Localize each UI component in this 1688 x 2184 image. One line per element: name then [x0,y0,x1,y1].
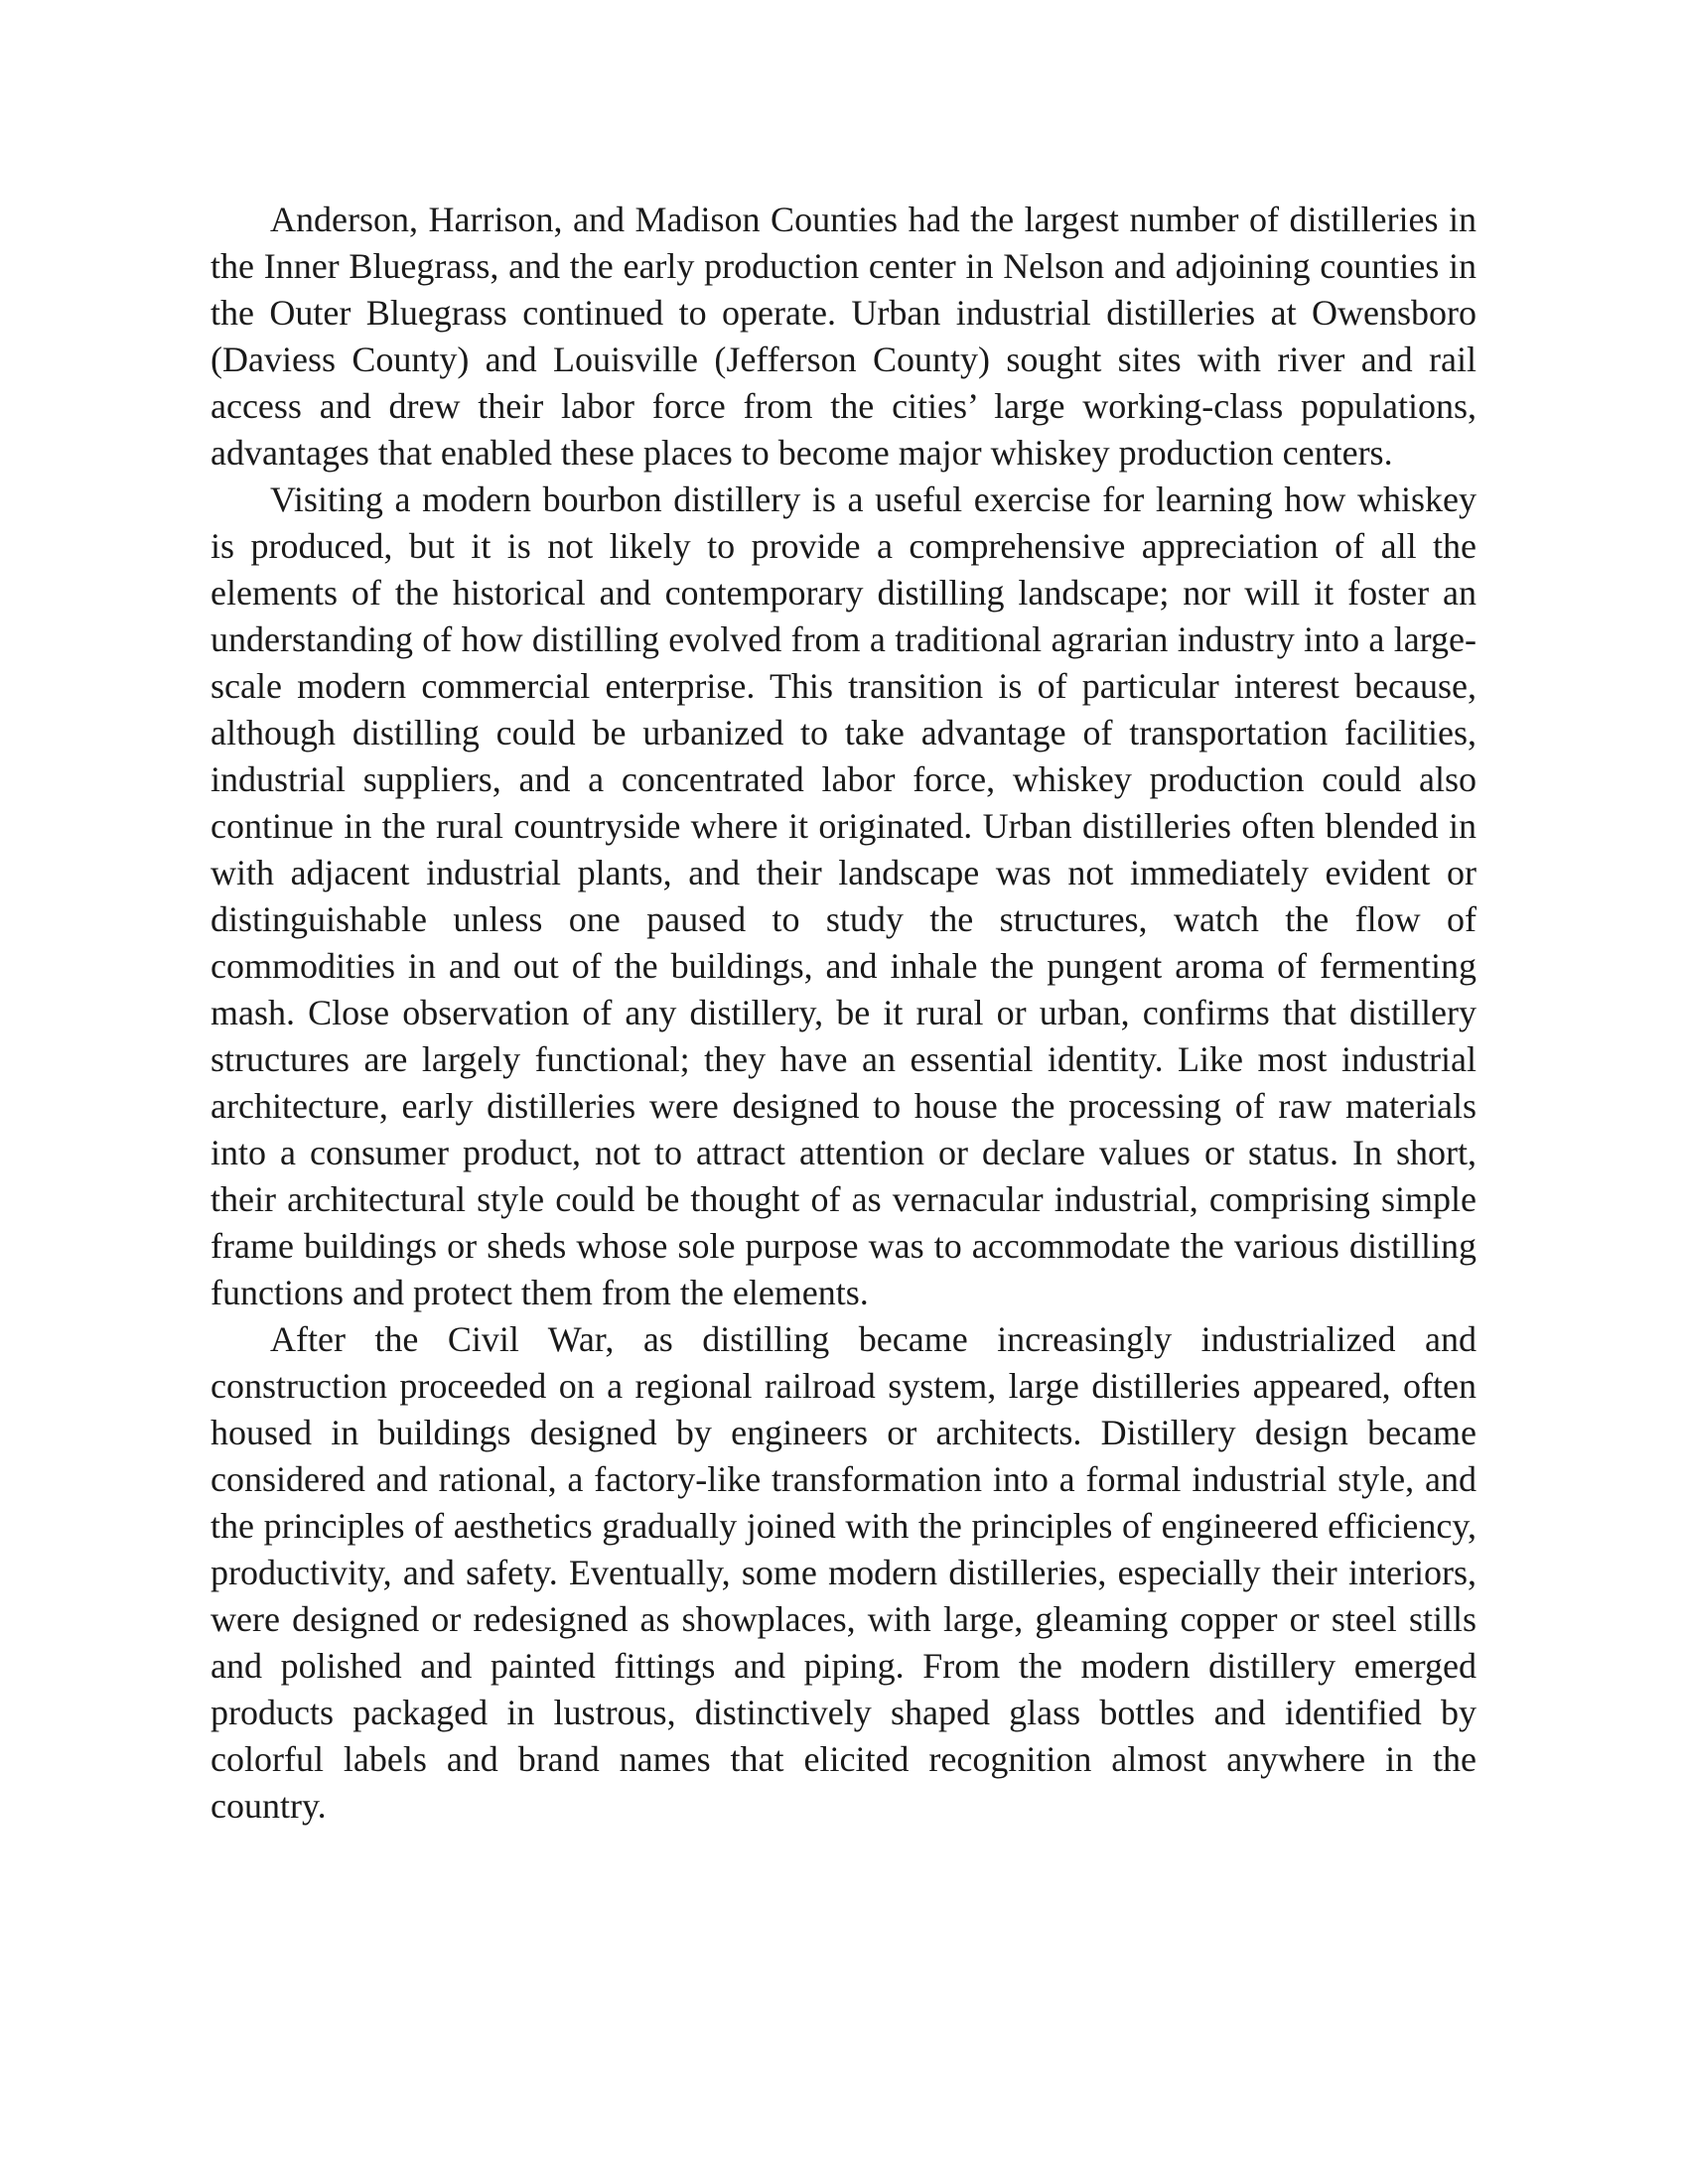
paragraph-counties: Anderson, Harrison, and Madison Counties had the largest number of distilleries in the Inner Bluegrass, and the early production center in Nelson and adjoining counties in the Outer Bluegrass continued to operate. Urban industrial distilleries at Owensboro (Daviess County) and Louisville (Jefferson County) sought sites with river and rail access and drew their labor force from the cities’ large working-class populations, advantages that enabled these places to become major whiskey production centers. [211,200,1477,473]
document-page [211,197,1477,1830]
paragraph-visiting-distillery: Visiting a modern bourbon distillery is a useful exercise for learning how whiskey is produced, but it is not likely to provide a comprehensive appreciation of all the elements of the historical and contemporary distilling landscape; nor will it foster an understanding of how distilling evolved from a traditional agrarian industry into a large-scale modern commercial enterprise. This transition is of particular interest because, although distilling could be urbanized to take advantage of transportation facilities, industrial suppliers, and a concentrated labor force, whiskey production could also continue in the rural countryside where it originated. Urban distilleries often blended in with adjacent industrial plants, and their landscape was not immediately evident or distinguishable unless one paused to study the structures, watch the flow of commodities in and out of the buildings, and inhale the pungent aroma of fermenting mash. Close observation of any distillery, be it rural or urban, confirms that distillery structures are largely functional; they have an essential identity. Like most industrial architecture, early distilleries were designed to house the processing of raw materials into a consumer product, not to attract attention or declare values or status. In short, their architectural style could be thought of as vernacular industrial, comprising simple frame buildings or sheds whose sole purpose was to accommodate the various distilling functions and protect them from the elements. [211,479,1477,1312]
paragraph-after-civil-war: After the Civil War, as distilling became increasingly industrialized and construction proceeded on a regional railroad system, large distilleries appeared, often housed in buildings designed by engineers or architects. Distillery design became considered and rational, a factory-like transformation into a formal industrial style, and the principles of aesthetics gradually joined with the principles of engineered efficiency, productivity, and safety. Eventually, some modern distilleries, especially their interiors, were designed or redesigned as showplaces, with large, gleaming copper or steel stills and polished and painted fittings and piping. From the modern distillery emerged products packaged in lustrous, distinctively shaped glass bottles and identified by colorful labels and brand names that elicited recognition almost anywhere in the country. [211,1319,1477,1826]
